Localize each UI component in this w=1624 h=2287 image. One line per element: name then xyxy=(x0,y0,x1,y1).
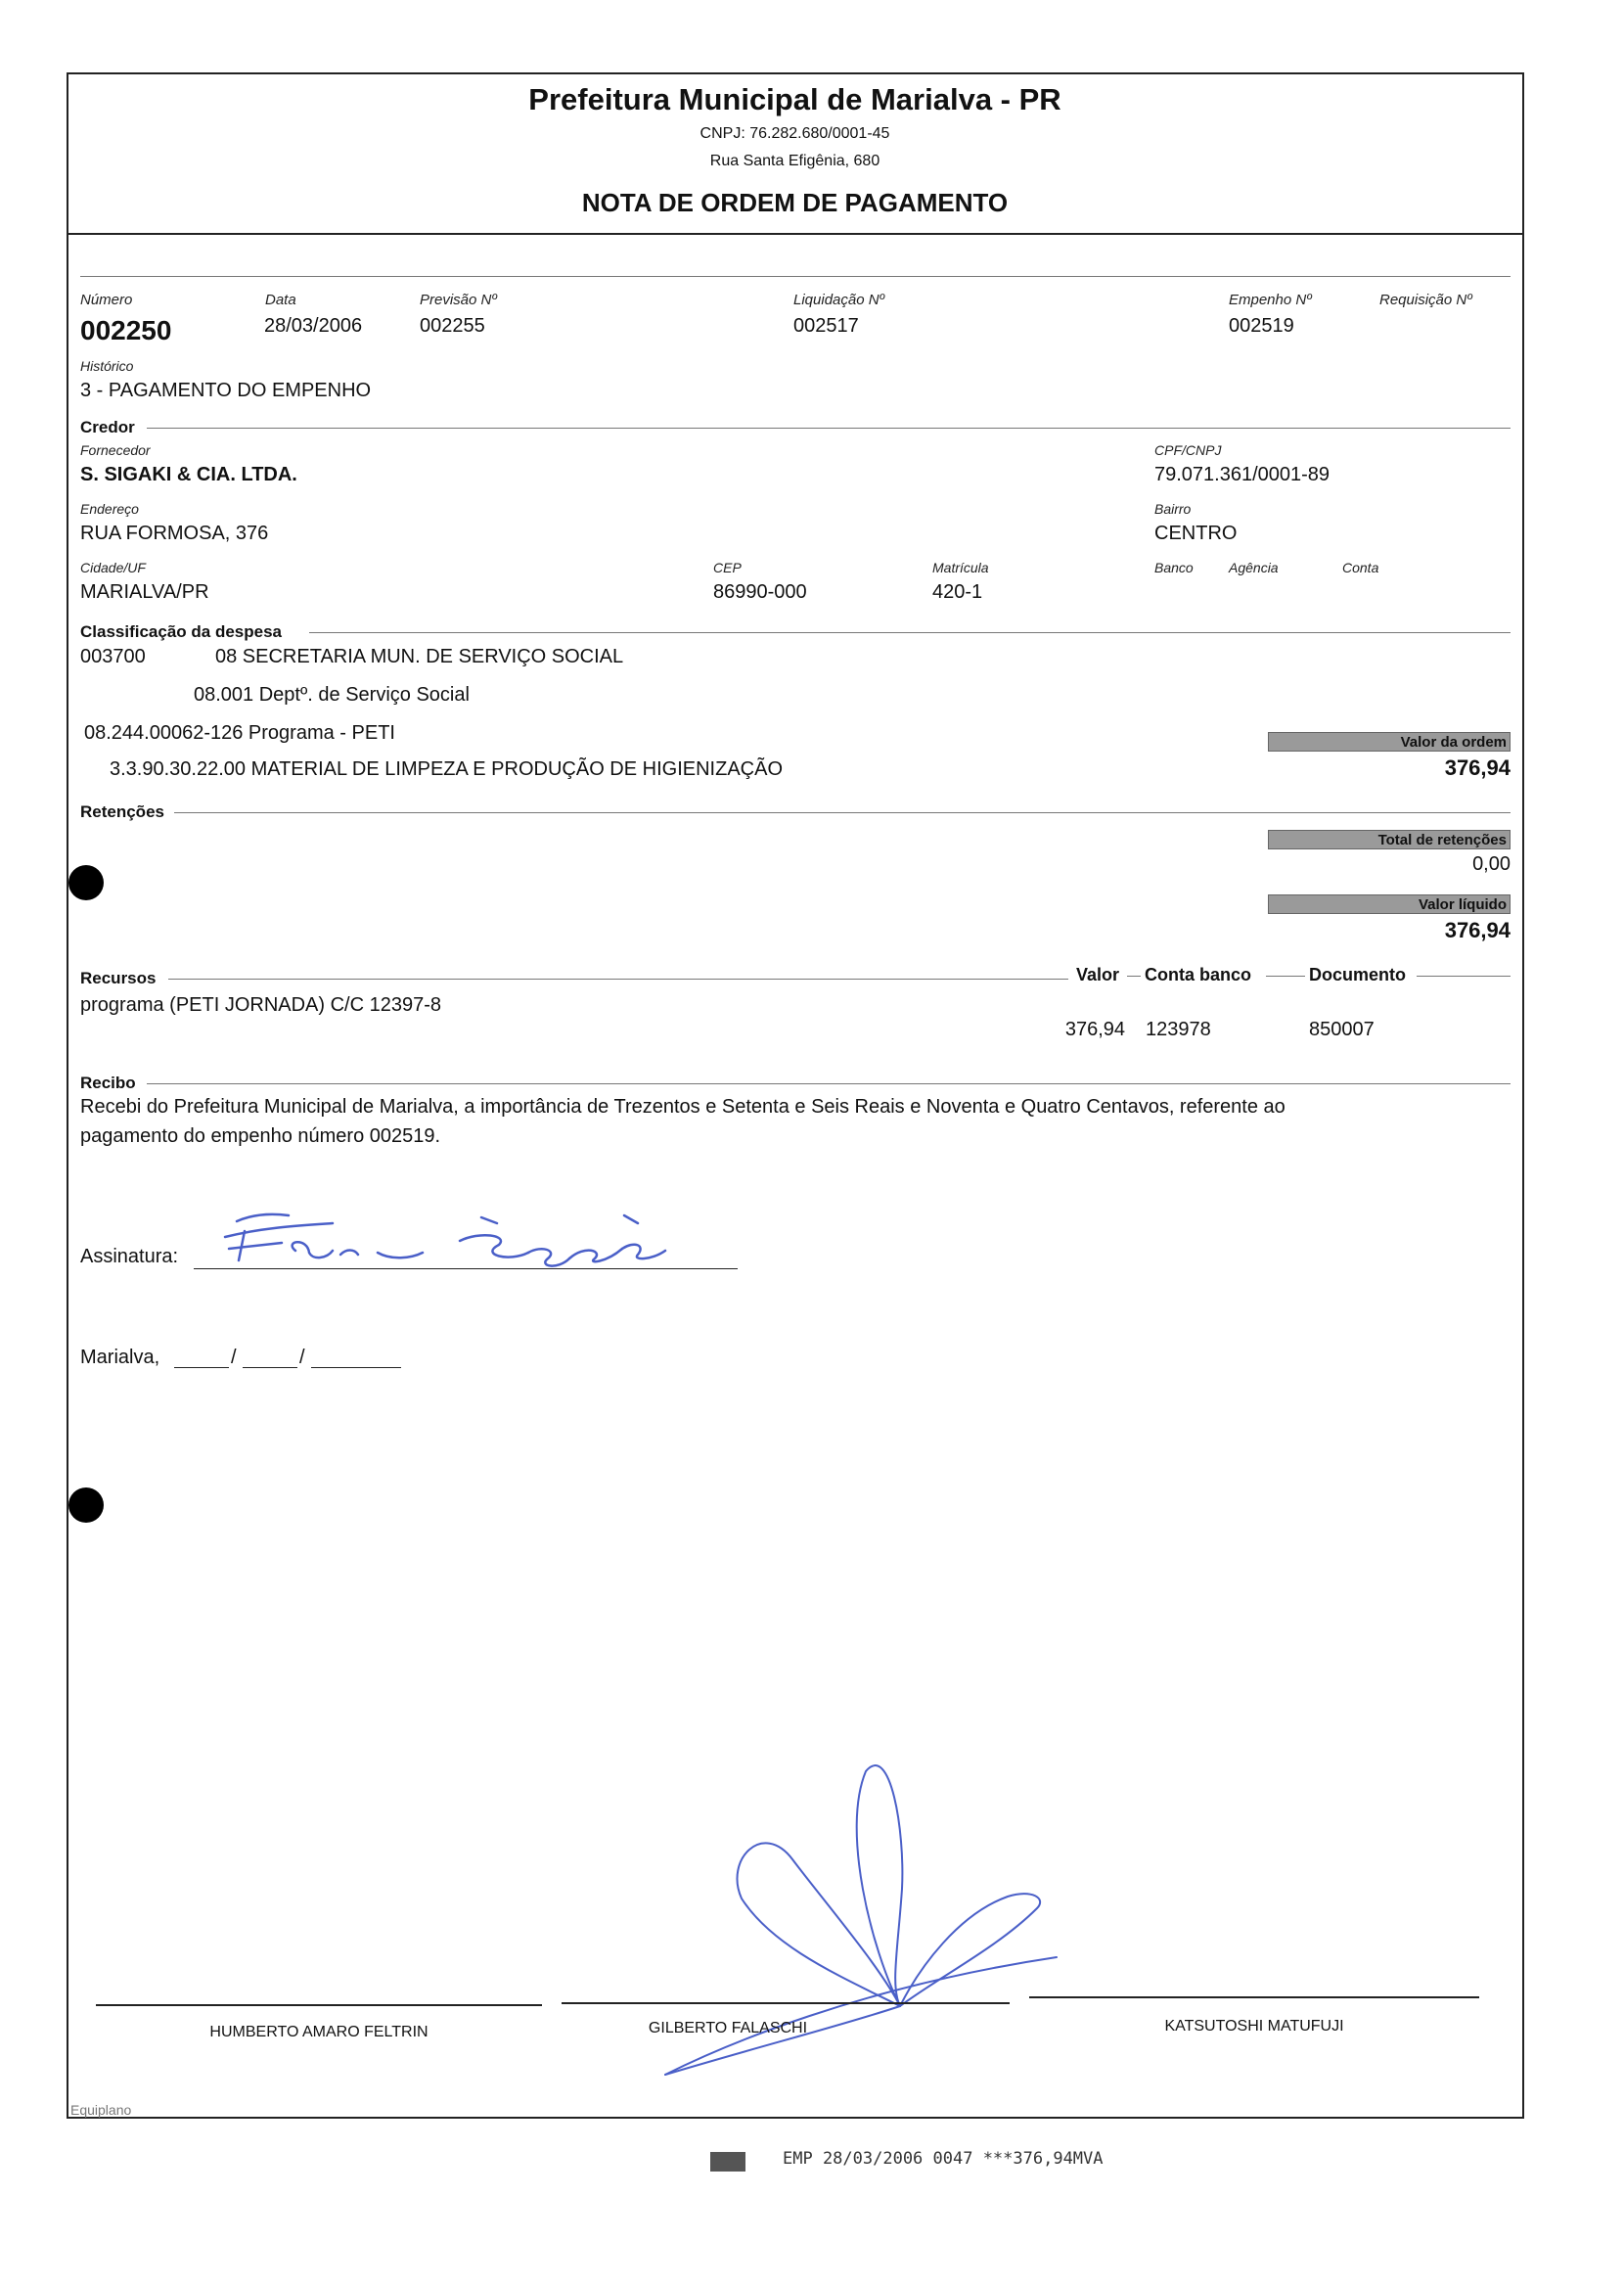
signature-name-3: KATSUTOSHI MATUFUJI xyxy=(1164,2018,1344,2035)
recibo-line1: Recebi do Prefeitura Municipal de Marialva, a importância de Trezentos e Setenta e Seis Reais e Noventa e Quatro Centavos, referente ao xyxy=(80,1096,1286,1118)
assinatura-label: Assinatura: xyxy=(80,1246,179,1267)
cidade-label: Cidade/UF xyxy=(80,560,146,575)
date-slash-2: / xyxy=(299,1347,305,1368)
brand-footer: Equiplano xyxy=(70,2102,132,2118)
recursos-conta: 123978 xyxy=(1146,1019,1211,1040)
document-title: NOTA DE ORDEM DE PAGAMENTO xyxy=(581,188,1009,217)
endereco-value: RUA FORMOSA, 376 xyxy=(80,523,269,544)
recibo-section: Recibo xyxy=(80,1074,136,1092)
historico-value: 3 - PAGAMENTO DO EMPENHO xyxy=(80,380,372,401)
endereco-label: Endereço xyxy=(80,501,139,517)
recursos-conta-label: Conta banco xyxy=(1145,965,1252,984)
matricula-label: Matrícula xyxy=(932,560,989,575)
retencoes-section: Retenções xyxy=(80,802,164,821)
payment-stamp: EMP 28/03/2006 0047 ***376,94MVA xyxy=(783,2149,1104,2169)
numero-label: Número xyxy=(80,292,133,308)
numero-value: 002250 xyxy=(80,315,172,345)
retencoes-rule xyxy=(174,812,1511,813)
credor-rule xyxy=(147,428,1511,429)
classificacao-code: 003700 xyxy=(80,646,146,667)
signature-name-2: GILBERTO FALASCHI xyxy=(648,2020,808,2036)
fornecedor-label: Fornecedor xyxy=(80,442,151,458)
page-title: Prefeitura Municipal de Marialva - PR xyxy=(528,82,1061,116)
top-rule xyxy=(80,276,1511,277)
recursos-valor-label: Valor xyxy=(1076,965,1120,984)
cnpj-text: CNPJ: 76.282.680/0001-45 xyxy=(699,125,890,142)
valor-liquido-label: Valor líquido xyxy=(1268,894,1511,914)
signature-line-2 xyxy=(562,2002,1010,2004)
data-value: 28/03/2006 xyxy=(264,315,363,337)
recibo-signature-drawing xyxy=(186,1202,734,1280)
recursos-documento: 850007 xyxy=(1309,1019,1375,1040)
banco-label: Banco xyxy=(1154,560,1194,575)
matricula-value: 420-1 xyxy=(932,581,983,603)
recursos-rule-4 xyxy=(1417,976,1511,977)
empenho-value: 002519 xyxy=(1229,315,1294,337)
data-label: Data xyxy=(265,292,296,308)
punch-hole-bottom xyxy=(68,1487,104,1523)
valor-ordem-label: Valor da ordem xyxy=(1268,732,1511,752)
total-retencoes-value: 0,00 xyxy=(1472,853,1511,875)
recursos-rule-2 xyxy=(1127,976,1141,977)
recursos-rule xyxy=(168,979,1068,980)
date-day-line xyxy=(174,1367,229,1368)
previsao-value: 002255 xyxy=(420,315,485,337)
signature-line-3 xyxy=(1029,1996,1479,1998)
recursos-descricao: programa (PETI JORNADA) C/C 12397-8 xyxy=(80,994,442,1016)
conta-label: Conta xyxy=(1342,560,1379,575)
valor-liquido-value: 376,94 xyxy=(1444,918,1511,942)
signature-name-1: HUMBERTO AMARO FELTRIN xyxy=(209,2024,429,2040)
address-text: Rua Santa Efigênia, 680 xyxy=(709,153,880,169)
bairro-label: Bairro xyxy=(1154,501,1192,517)
valor-ordem-value: 376,94 xyxy=(1444,755,1511,780)
local-label: Marialva, xyxy=(80,1347,160,1368)
classificacao-orgao: 08 SECRETARIA MUN. DE SERVIÇO SOCIAL xyxy=(215,646,624,667)
cpf-value: 79.071.361/0001-89 xyxy=(1154,464,1331,485)
total-retencoes-label: Total de retenções xyxy=(1268,830,1511,849)
cep-value: 86990-000 xyxy=(713,581,807,603)
liquidacao-label: Liquidação Nº xyxy=(793,292,885,308)
recursos-rule-3 xyxy=(1266,976,1305,977)
classificacao-unidade: 08.001 Deptº. de Serviço Social xyxy=(194,684,470,706)
recursos-valor: 376,94 xyxy=(1064,1019,1125,1040)
recibo-rule xyxy=(147,1083,1511,1084)
date-month-line xyxy=(243,1367,297,1368)
stamp-mark xyxy=(710,2152,745,2172)
agencia-label: Agência xyxy=(1229,560,1279,575)
liquidacao-value: 002517 xyxy=(793,315,859,337)
classificacao-elemento: 3.3.90.30.22.00 MATERIAL DE LIMPEZA E PRODUÇÃO DE HIGIENIZAÇÃO xyxy=(110,758,783,780)
previsao-label: Previsão Nº xyxy=(420,292,497,308)
cep-label: CEP xyxy=(713,560,742,575)
credor-section: Credor xyxy=(80,418,135,436)
signature-line-1 xyxy=(96,2004,542,2006)
fornecedor-value: S. SIGAKI & CIA. LTDA. xyxy=(80,464,297,485)
date-year-line xyxy=(311,1367,401,1368)
recursos-documento-label: Documento xyxy=(1309,965,1406,984)
cidade-value: MARIALVA/PR xyxy=(80,581,209,603)
recibo-line2: pagamento do empenho número 002519. xyxy=(80,1125,441,1147)
historico-label: Histórico xyxy=(80,358,134,374)
classificacao-programa: 08.244.00062-126 Programa - PETI xyxy=(84,722,395,744)
bairro-value: CENTRO xyxy=(1154,523,1238,544)
cpf-label: CPF/CNPJ xyxy=(1154,442,1222,458)
date-slash-1: / xyxy=(231,1347,237,1368)
empenho-label: Empenho Nº xyxy=(1229,292,1312,308)
classificacao-rule xyxy=(309,632,1511,633)
punch-hole-top xyxy=(68,865,104,900)
header-separator xyxy=(67,233,1524,235)
classificacao-section: Classificação da despesa xyxy=(80,622,283,641)
requisicao-label: Requisição Nº xyxy=(1379,292,1472,308)
recursos-section: Recursos xyxy=(80,969,157,987)
